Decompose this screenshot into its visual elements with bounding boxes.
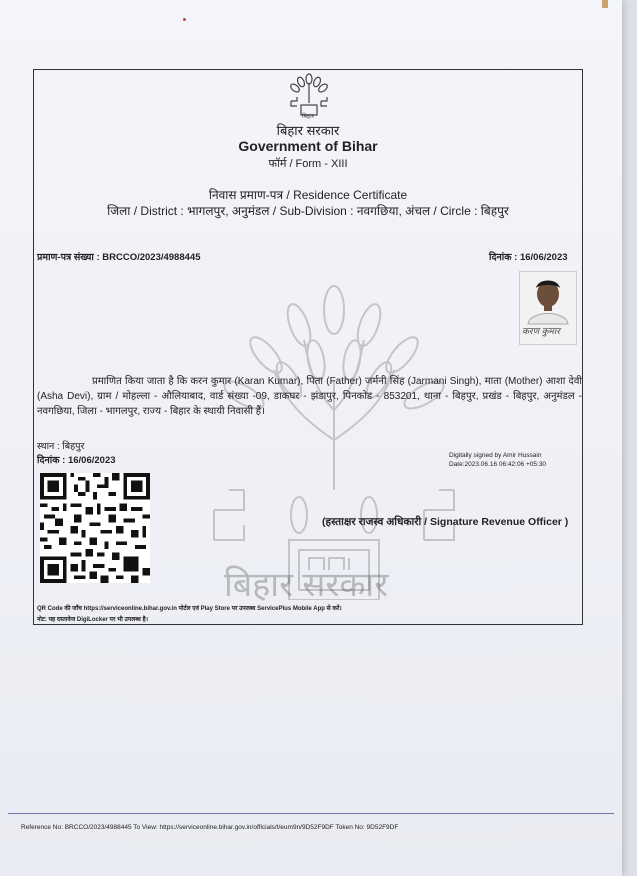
digital-signed-by: Digitally signed by Amir Hussain (449, 452, 542, 459)
certificate-title: निवास प्रमाण-पत्र / Residence Certificate (208, 188, 408, 202)
issue-date: दिनांक : 16/06/2023 (489, 252, 568, 263)
qr-code[interactable] (40, 473, 150, 583)
ink-mark (183, 18, 186, 21)
bihar-emblem-watermark (204, 270, 464, 600)
district-line: जिला / District : भागलपुर, अनुमंडल / Sub-Division : नवगछिया, अंचल / Circle : बिहपुर (107, 204, 509, 218)
applicant-photo (519, 271, 577, 345)
footer-reference: Reference No: BRCCO/2023/4988445 To View: https://serviceonline.bihar.gov.in/officials/t/eum9n/9D52F9DF Token No: 9D52F9DF (21, 824, 399, 831)
certificate-number: प्रमाण-पत्र संख्या : BRCCO/2023/4988445 (37, 252, 201, 263)
state-name-hindi: बिहार सरकार (276, 123, 340, 138)
certificate-body: प्रमाणित किया जाता है कि करन कुमार (Karan Kumar), पिता (Father) जर्मनी सिंह (Jarmani Singh), माता (Mother) आशा देवी (Asha Devi), ग्राम / मोहल्ला - औलियाबाद, वार्ड संख्या -09, डाकघर - झंडापुर, पिनकोड - 853201, थाना - बिहपुर, प्रखंड - बिहपुर, अनुमंडल - नवगछिया, जिला - भागलपुर, राज्य - बिहार के स्थायी निवासी हैं। (37, 376, 582, 417)
watermark-text: बिहार सरकार (224, 566, 389, 604)
digilocker-note: नोट: यह दस्तावेज DigiLocker पर भी उपलब्ध है। (37, 617, 148, 623)
digital-signed-date: Date:2023.06.16 06:42:06 +05:30 (449, 461, 547, 468)
place-date: दिनांक : 16/06/2023 (37, 455, 116, 466)
certificate-frame (33, 69, 583, 625)
paper-tab (602, 0, 608, 8)
place: स्थान : बिहपुर (37, 441, 85, 452)
footer-divider (8, 813, 614, 814)
emblem-label: बिहार (302, 114, 315, 120)
state-name-english: Government of Bihar (238, 138, 378, 154)
qr-note: QR Code की जाँच https://serviceonline.bihar.gov.in पोर्टल एवं Play Store पर उपलब्ध ServicePlus Mobile App से करें। (37, 606, 342, 612)
form-number: फॉर्म / Form - XIII (268, 158, 348, 170)
signature-officer: (हस्ताक्षर राजस्व अधिकारी / Signature Revenue Officer ) (322, 516, 569, 528)
photo-signature: करण कुमार (522, 326, 560, 336)
